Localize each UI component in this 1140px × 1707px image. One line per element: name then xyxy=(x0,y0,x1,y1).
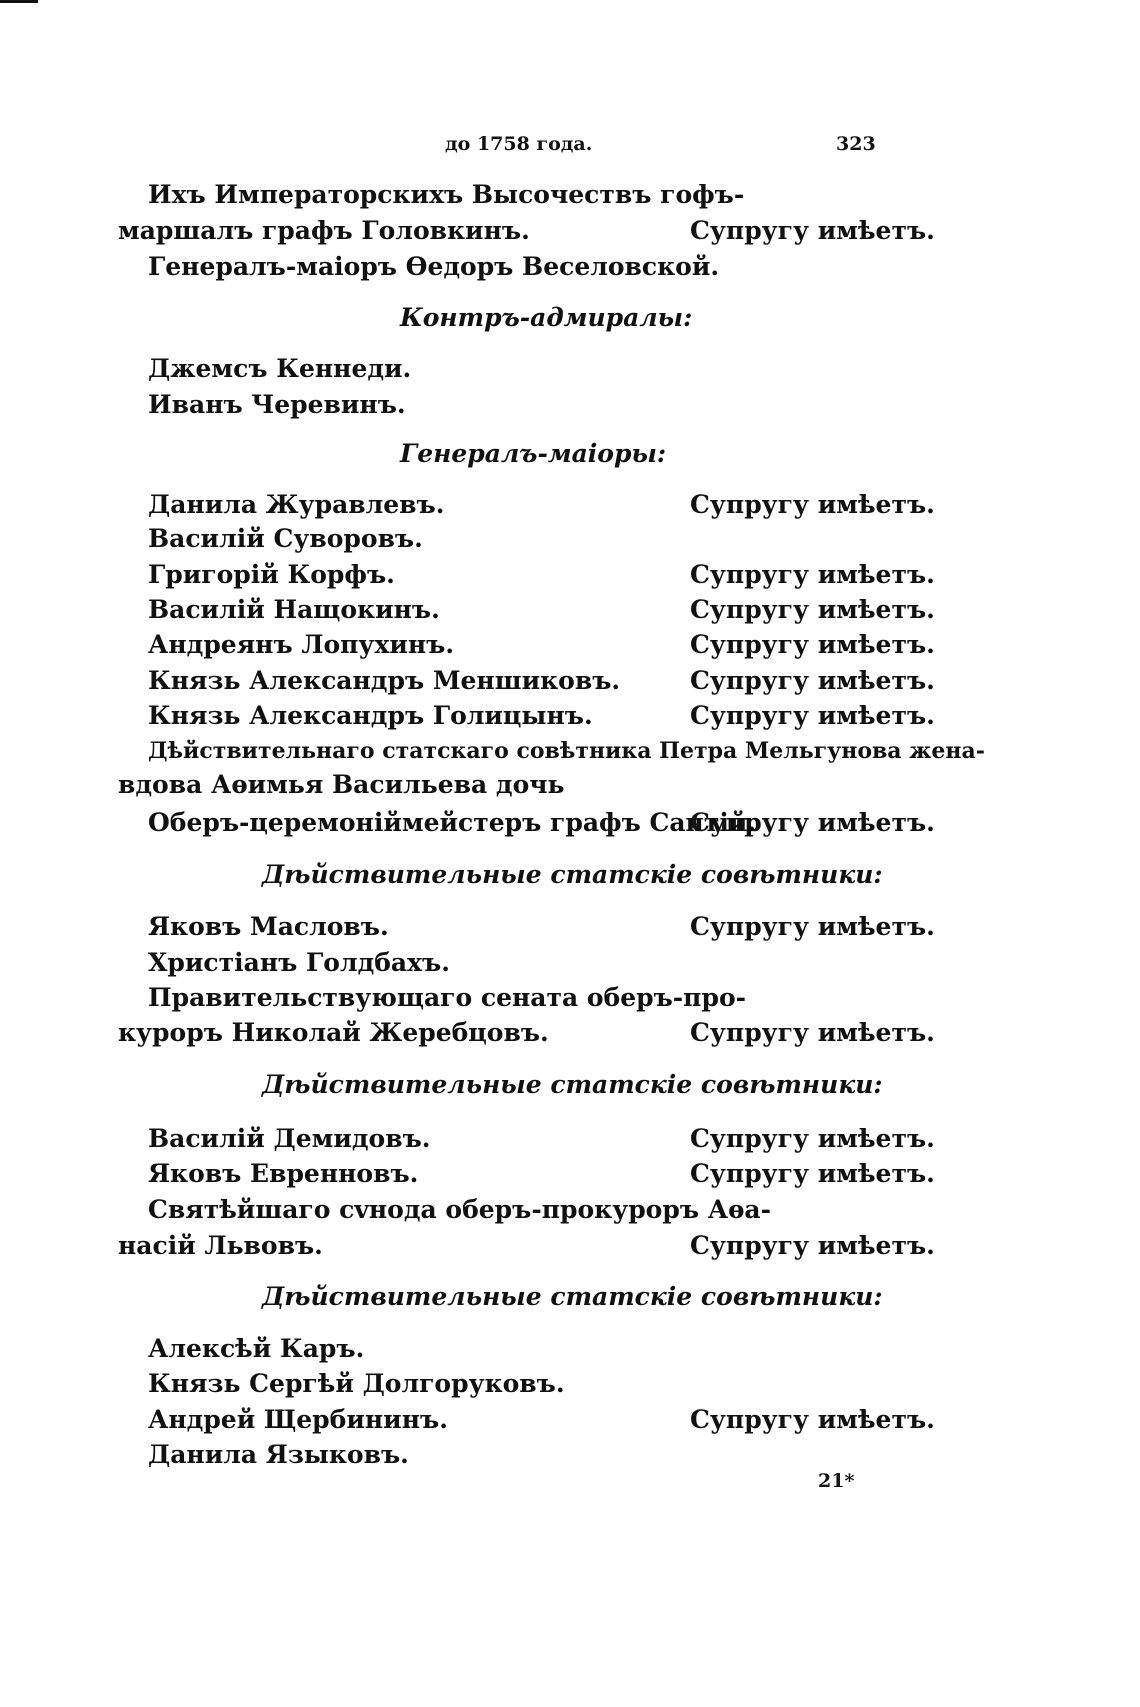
page-number: 323 xyxy=(836,133,876,155)
text-line: Андрей Щербининъ. xyxy=(148,1405,448,1434)
spouse-note: Супругу имѣетъ. xyxy=(690,595,935,624)
spouse-note: Супругу имѣетъ. xyxy=(690,490,935,519)
text-line: Андреянъ Лопухинъ. xyxy=(148,630,455,659)
spouse-note: Супругу имѣетъ. xyxy=(690,630,935,659)
section-heading: Дѣйствительные статскіе совѣтники: xyxy=(262,860,883,889)
text-line: Алексѣй Каръ. xyxy=(148,1334,365,1363)
spouse-note: Супругу имѣетъ. xyxy=(690,1018,935,1047)
text-line: Джемсъ Кеннеди. xyxy=(148,354,412,383)
text-line: куроръ Николай Жеребцовъ. xyxy=(118,1018,549,1047)
text-line: Яковъ Масловъ. xyxy=(148,912,389,941)
text-line: Василій Демидовъ. xyxy=(148,1124,431,1153)
running-title: до 1758 года. xyxy=(445,133,593,155)
text-line: Князь Александръ Голицынъ. xyxy=(148,701,593,730)
signature-mark: 21* xyxy=(818,1470,855,1492)
text-line: Григорій Корфъ. xyxy=(148,560,395,589)
spouse-note: Супругу имѣетъ. xyxy=(690,701,935,730)
section-heading: Генералъ-маіоры: xyxy=(400,439,667,468)
spouse-note: Супругу имѣетъ. xyxy=(690,1159,935,1188)
corner-mark xyxy=(0,0,38,3)
text-line: Князь Сергѣй Долгоруковъ. xyxy=(148,1369,565,1398)
text-line: Генералъ-маіоръ Өедоръ Веселовской. xyxy=(148,252,720,281)
text-line: насій Львовъ. xyxy=(118,1231,323,1260)
text-line: маршалъ графъ Головкинъ. xyxy=(118,216,530,245)
text-line: Василій Нащокинъ. xyxy=(148,595,440,624)
text-line: Данила Языковъ. xyxy=(148,1440,409,1469)
text-line: Дѣйствительнаго статскаго совѣтника Петра Мельгунова жена- xyxy=(148,738,985,764)
text-line: Правительствующаго сената оберъ-про- xyxy=(148,983,746,1012)
text-line: Христіанъ Голдбахъ. xyxy=(148,948,450,977)
spouse-note: Супругу имѣетъ. xyxy=(690,1124,935,1153)
section-heading: Дѣйствительные статскіе совѣтники: xyxy=(262,1282,883,1311)
text-line: Данила Журавлевъ. xyxy=(148,490,445,519)
text-line: Иванъ Черевинъ. xyxy=(148,390,406,419)
section-heading: Контръ-адмиралы: xyxy=(400,303,693,332)
spouse-note: Супругу имѣетъ. xyxy=(690,912,935,941)
spouse-note: Супругу имѣетъ. xyxy=(690,808,935,837)
spouse-note: Супругу имѣетъ. xyxy=(690,216,935,245)
spouse-note: Супругу имѣетъ. xyxy=(690,1405,935,1434)
section-heading: Дѣйствительные статскіе совѣтники: xyxy=(262,1070,883,1099)
text-line: вдова Аѳимья Васильева дочь xyxy=(118,770,565,799)
spouse-note: Супругу имѣетъ. xyxy=(690,666,935,695)
text-line: Оберъ-церемоніймейстеръ графъ Сантій. xyxy=(148,808,757,837)
spouse-note: Супругу имѣетъ. xyxy=(690,1231,935,1260)
spouse-note: Супругу имѣетъ. xyxy=(690,560,935,589)
text-line: Ихъ Императорскихъ Высочествъ гофъ- xyxy=(148,180,745,209)
text-line: Василій Суворовъ. xyxy=(148,524,423,553)
text-line: Князь Александръ Меншиковъ. xyxy=(148,666,621,695)
text-line: Яковъ Евренновъ. xyxy=(148,1159,419,1188)
text-line: Святѣйшаго сvнода оберъ-прокуроръ Аѳа- xyxy=(148,1195,771,1224)
